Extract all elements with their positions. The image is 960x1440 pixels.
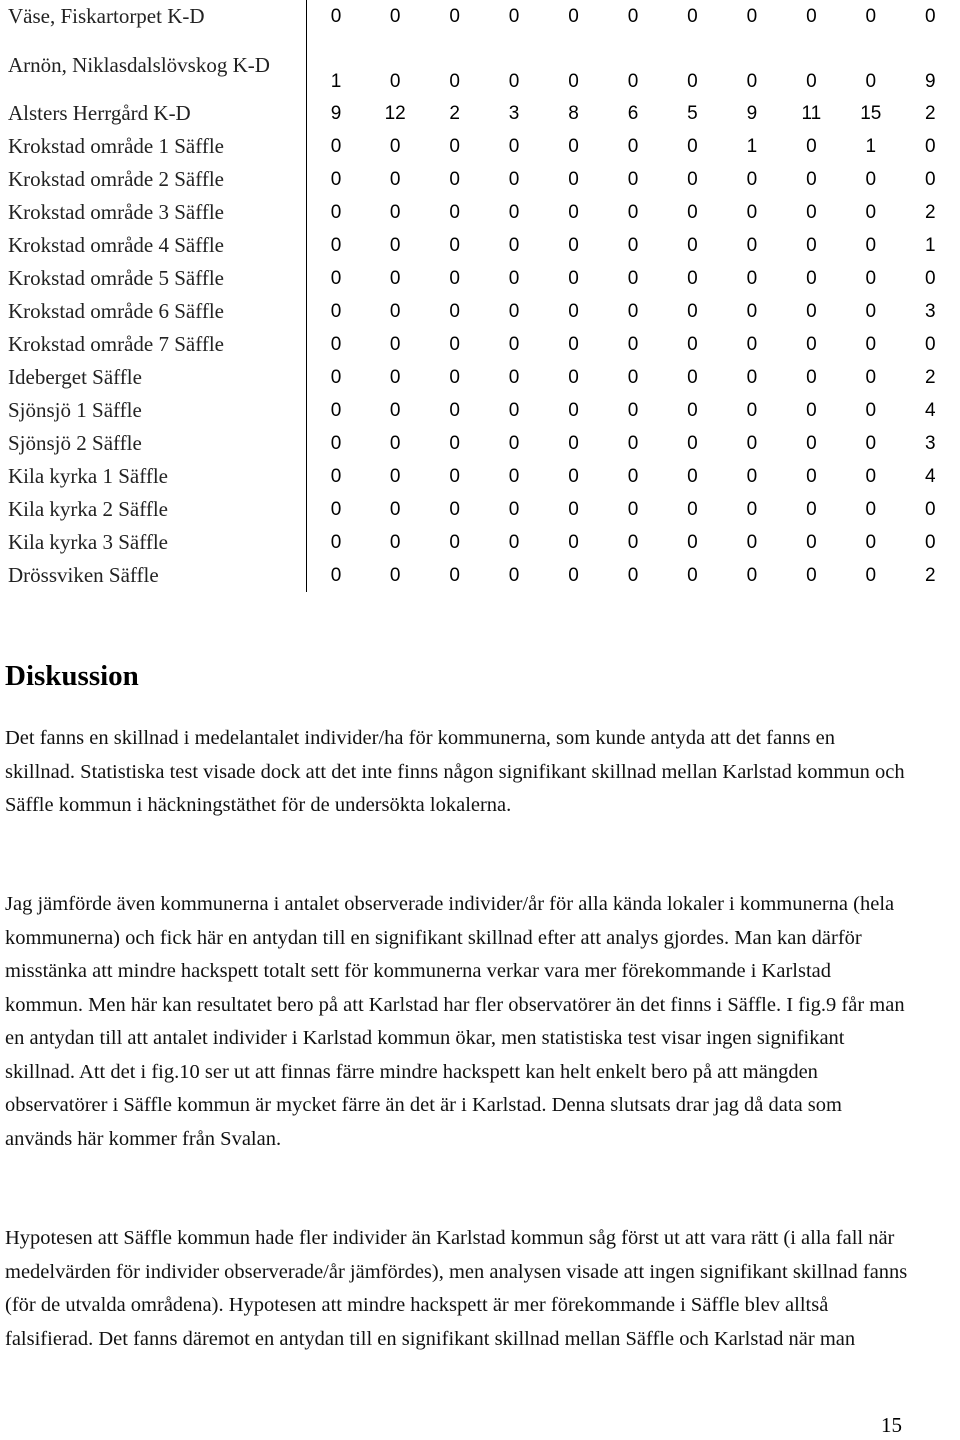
count-cell: 0	[508, 333, 520, 355]
count-cell: 0	[627, 71, 639, 92]
count-cell: 0	[865, 498, 877, 520]
count-cell: 0	[330, 168, 342, 190]
count-cell: 0	[330, 399, 342, 421]
table-row	[0, 394, 960, 427]
count-cell: 0	[449, 168, 460, 190]
count-cell: 0	[865, 564, 877, 586]
count-cell: 0	[330, 432, 342, 454]
count-cell: 0	[330, 564, 342, 586]
count-cell: 0	[449, 135, 460, 157]
count-cell: 0	[806, 564, 817, 586]
count-cell: 0	[865, 168, 877, 190]
count-cell: 0	[389, 498, 401, 520]
locality-name: Kila kyrka 2 Säffle	[0, 493, 306, 526]
count-cell: 0	[806, 71, 817, 92]
count-cell: 0	[508, 300, 520, 322]
count-cell: 0	[746, 300, 758, 322]
count-cell: 0	[687, 201, 698, 223]
count-cell: 0	[449, 201, 460, 223]
table-row	[0, 130, 960, 163]
count-cell: 2	[924, 201, 936, 223]
count-cell: 0	[330, 498, 342, 520]
count-cell: 0	[389, 333, 401, 355]
count-cell: 0	[568, 465, 579, 487]
count-cell: 0	[330, 201, 342, 223]
count-cell: 0	[330, 333, 342, 355]
count-cell: 0	[924, 531, 936, 553]
count-cell: 0	[389, 300, 401, 322]
count-cell: 8	[568, 102, 579, 124]
count-cell: 0	[568, 267, 579, 289]
count-cell: 0	[568, 5, 579, 27]
count-cell: 0	[865, 234, 877, 256]
count-cell: 0	[389, 234, 401, 256]
locality-name: Krokstad område 6 Säffle	[0, 295, 306, 328]
count-cell: 0	[627, 366, 639, 388]
count-cell: 0	[627, 399, 639, 421]
count-cell: 2	[924, 102, 936, 124]
count-cell: 4	[924, 465, 936, 487]
count-cell: 2	[924, 366, 936, 388]
count-cell: 0	[865, 71, 877, 92]
locality-count-table	[0, 0, 960, 592]
locality-name: Arnön, Niklasdalslövskog K-D	[0, 33, 306, 97]
locality-name: Väse, Fiskartorpet K-D	[0, 0, 306, 33]
count-cell: 0	[687, 267, 698, 289]
count-cell: 0	[806, 201, 817, 223]
count-cell: 0	[746, 5, 758, 27]
table-row	[0, 0, 960, 33]
count-cell: 0	[924, 5, 936, 27]
count-cell: 3	[924, 300, 936, 322]
count-cell: 0	[449, 71, 460, 92]
count-cell: 6	[627, 102, 639, 124]
count-cell: 0	[508, 531, 520, 553]
count-cell: 0	[627, 531, 639, 553]
locality-name: Krokstad område 2 Säffle	[0, 163, 306, 196]
count-cell: 0	[508, 366, 520, 388]
count-cell: 0	[746, 333, 758, 355]
count-cell: 0	[330, 267, 342, 289]
locality-name: Krokstad område 5 Säffle	[0, 262, 306, 295]
count-cell: 4	[924, 399, 936, 421]
table-row	[0, 33, 960, 97]
count-cell: 0	[508, 234, 520, 256]
count-cell: 0	[508, 267, 520, 289]
table-row	[0, 526, 960, 559]
count-cell: 0	[389, 267, 401, 289]
locality-name: Sjönsjö 2 Säffle	[0, 427, 306, 460]
count-cell: 0	[687, 71, 698, 92]
count-cell: 0	[508, 201, 520, 223]
count-cell: 0	[508, 168, 520, 190]
count-cell: 0	[865, 432, 877, 454]
table-row	[0, 295, 960, 328]
count-cell: 0	[627, 168, 639, 190]
count-cell: 0	[627, 135, 639, 157]
count-cell: 9	[924, 71, 936, 92]
count-cell: 0	[568, 564, 579, 586]
count-cell: 0	[865, 333, 877, 355]
count-cell: 0	[687, 564, 698, 586]
count-cell: 0	[508, 5, 520, 27]
count-cell: 0	[627, 267, 639, 289]
count-cell: 0	[568, 399, 579, 421]
count-cell: 0	[568, 300, 579, 322]
count-cell: 0	[508, 564, 520, 586]
count-cell: 0	[508, 432, 520, 454]
count-cell: 0	[389, 432, 401, 454]
section-heading: Diskussion	[5, 660, 139, 692]
table-row	[0, 196, 960, 229]
count-cell: 0	[806, 366, 817, 388]
count-cell: 0	[924, 135, 936, 157]
count-cell: 0	[389, 564, 401, 586]
locality-name: Alsters Herrgård K-D	[0, 97, 306, 130]
count-cell: 15	[860, 102, 882, 124]
table-row	[0, 229, 960, 262]
count-cell: 0	[389, 135, 401, 157]
table-row	[0, 97, 960, 130]
count-cell: 0	[627, 432, 639, 454]
count-cell: 0	[806, 168, 817, 190]
count-cell: 1	[330, 71, 342, 92]
count-cell: 0	[806, 333, 817, 355]
count-cell: 0	[568, 366, 579, 388]
count-cell: 0	[687, 432, 698, 454]
count-cell: 0	[687, 498, 698, 520]
count-cell: 0	[865, 5, 877, 27]
count-cell: 0	[330, 465, 342, 487]
count-cell: 0	[568, 168, 579, 190]
count-cell: 9	[746, 102, 758, 124]
count-cell: 0	[687, 366, 698, 388]
locality-name: Kila kyrka 1 Säffle	[0, 460, 306, 493]
count-cell: 0	[330, 234, 342, 256]
count-cell: 11	[801, 102, 822, 124]
count-cell: 0	[687, 168, 698, 190]
count-cell: 0	[806, 465, 817, 487]
count-cell: 0	[449, 498, 460, 520]
count-cell: 0	[806, 267, 817, 289]
count-cell: 0	[687, 234, 698, 256]
count-cell: 0	[330, 366, 342, 388]
count-cell: 0	[865, 399, 877, 421]
count-cell: 0	[746, 234, 758, 256]
count-cell: 0	[389, 168, 401, 190]
count-cell: 0	[746, 564, 758, 586]
paragraph-1: Det fanns en skillnad i medelantalet individer/ha för kommunerna, som kunde antyda att det fanns en skillnad. Statistiska test visade dock att det inte finns någon signifikant skillnad mellan Karlstad kommun och Säffle kommun i häckningstäthet för de undersökta lokalerna.	[5, 727, 905, 816]
count-cell: 0	[449, 333, 460, 355]
count-cell: 0	[449, 399, 460, 421]
count-cell: 0	[627, 564, 639, 586]
count-cell: 0	[806, 234, 817, 256]
locality-name: Ideberget Säffle	[0, 361, 306, 394]
count-cell: 0	[687, 333, 698, 355]
count-cell: 0	[568, 432, 579, 454]
count-cell: 3	[508, 102, 520, 124]
locality-name: Drössviken Säffle	[0, 559, 306, 592]
count-cell: 0	[330, 135, 342, 157]
count-cell: 0	[924, 267, 936, 289]
count-cell: 0	[568, 201, 579, 223]
locality-name: Krokstad område 4 Säffle	[0, 229, 306, 262]
count-cell: 0	[687, 135, 698, 157]
count-cell: 0	[449, 366, 460, 388]
count-cell: 0	[865, 531, 877, 553]
locality-name: Sjönsjö 1 Säffle	[0, 394, 306, 427]
count-cell: 0	[806, 5, 817, 27]
count-cell: 0	[924, 498, 936, 520]
count-cell: 0	[449, 300, 460, 322]
count-cell: 1	[924, 234, 936, 256]
count-cell: 0	[746, 465, 758, 487]
count-cell: 0	[449, 267, 460, 289]
count-cell: 0	[746, 201, 758, 223]
count-cell: 9	[330, 102, 342, 124]
count-cell: 0	[449, 564, 460, 586]
count-cell: 0	[746, 498, 758, 520]
count-cell: 0	[746, 531, 758, 553]
count-cell: 0	[389, 399, 401, 421]
page-number: 15	[881, 1413, 902, 1437]
count-cell: 0	[627, 5, 639, 27]
table-row	[0, 559, 960, 592]
locality-name: Krokstad område 7 Säffle	[0, 328, 306, 361]
count-cell: 0	[806, 135, 817, 157]
count-cell: 0	[746, 267, 758, 289]
count-cell: 0	[508, 498, 520, 520]
count-cell: 0	[806, 498, 817, 520]
count-cell: 0	[746, 71, 758, 92]
count-cell: 0	[389, 531, 401, 553]
count-cell: 0	[389, 465, 401, 487]
count-cell: 2	[449, 102, 460, 124]
locality-name: Krokstad område 3 Säffle	[0, 196, 306, 229]
count-cell: 0	[806, 432, 817, 454]
count-cell: 0	[924, 168, 936, 190]
count-cell: 0	[330, 300, 342, 322]
count-cell: 0	[389, 201, 401, 223]
count-cell: 0	[687, 531, 698, 553]
count-cell: 0	[687, 399, 698, 421]
count-cell: 0	[449, 432, 460, 454]
count-cell: 0	[508, 465, 520, 487]
count-cell: 0	[746, 432, 758, 454]
count-cell: 0	[330, 5, 342, 27]
count-cell: 1	[746, 135, 758, 157]
table-row	[0, 361, 960, 394]
count-cell: 12	[384, 102, 406, 124]
count-cell: 0	[806, 300, 817, 322]
count-cell: 0	[330, 531, 342, 553]
count-cell: 2	[924, 564, 936, 586]
count-cell: 0	[924, 333, 936, 355]
paragraph-2: Jag jämförde även kommunerna i antalet observerade individer/år för alla kända lokaler i kommunerna (hela kommunerna) och fick här en antydan till en signifikant skillnad efter att analys gjordes. Man kan därför misstänka att mindre hackspett totalt sett för kommunerna verkar vara mer förekommande i Karlstad kommun. Men här kan resultatet bero på att Karlstad har fler observatörer än det finns i Säffle. I fig.9 får man en antydan till att antalet individer i Karlstad kommun ökar, men statistiska test visar ingen signifikant skillnad. Att det i fig.10 ser ut att finnas färre mindre hackspett kan helt enkelt bero på att mängden observatörer i Säffle kommun är mycket färre än det är i Karlstad. Denna slutsats drar jag då data som används här kommer från Svalan.	[5, 893, 905, 1150]
count-cell: 5	[687, 102, 698, 124]
count-cell: 0	[449, 234, 460, 256]
count-cell: 0	[746, 366, 758, 388]
count-cell: 0	[508, 399, 520, 421]
count-cell: 0	[568, 531, 579, 553]
count-cell: 0	[568, 71, 579, 92]
count-cell: 0	[389, 366, 401, 388]
table-row	[0, 328, 960, 361]
count-cell: 0	[687, 5, 698, 27]
count-cell: 0	[746, 168, 758, 190]
count-cell: 0	[449, 5, 460, 27]
count-cell: 0	[449, 465, 460, 487]
count-cell: 0	[508, 135, 520, 157]
count-cell: 3	[924, 432, 936, 454]
count-cell: 0	[687, 465, 698, 487]
count-cell: 0	[568, 333, 579, 355]
count-cell: 0	[865, 201, 877, 223]
count-cell: 0	[627, 498, 639, 520]
count-cell: 0	[568, 498, 579, 520]
paragraph-3: Hypotesen att Säffle kommun hade fler individer än Karlstad kommun såg först ut att vara rätt (i alla fall när medelvärden för individer observerade/år jämfördes), men analysen visade att ingen signifikant skillnad fanns (för de utvalda områdena). Hypotesen att mindre hackspett är mer förekommande i Säffle blev alltså falsifierad. Det fanns däremot en antydan till en signifikant skillnad mellan Säffle och Karlstad när man	[5, 1227, 908, 1350]
locality-name: Krokstad område 1 Säffle	[0, 130, 306, 163]
count-cell: 0	[865, 300, 877, 322]
count-cell: 0	[568, 234, 579, 256]
table-row	[0, 163, 960, 196]
table-row	[0, 460, 960, 493]
count-cell: 0	[806, 399, 817, 421]
count-cell: 0	[865, 366, 877, 388]
count-cell: 0	[806, 531, 817, 553]
count-cell: 0	[627, 300, 639, 322]
count-cell: 0	[627, 201, 639, 223]
count-cell: 0	[568, 135, 579, 157]
count-cell: 0	[508, 71, 520, 92]
count-cell: 0	[687, 300, 698, 322]
count-cell: 1	[865, 135, 877, 157]
count-cell: 0	[627, 234, 639, 256]
count-cell: 0	[389, 71, 401, 92]
table-row	[0, 493, 960, 526]
count-cell: 0	[865, 267, 877, 289]
count-cell: 0	[627, 465, 639, 487]
locality-name: Kila kyrka 3 Säffle	[0, 526, 306, 559]
table-row	[0, 427, 960, 460]
count-cell: 0	[627, 333, 639, 355]
count-cell: 0	[449, 531, 460, 553]
table-row	[0, 262, 960, 295]
count-cell: 0	[389, 5, 401, 27]
count-cell: 0	[865, 465, 877, 487]
count-cell: 0	[746, 399, 758, 421]
